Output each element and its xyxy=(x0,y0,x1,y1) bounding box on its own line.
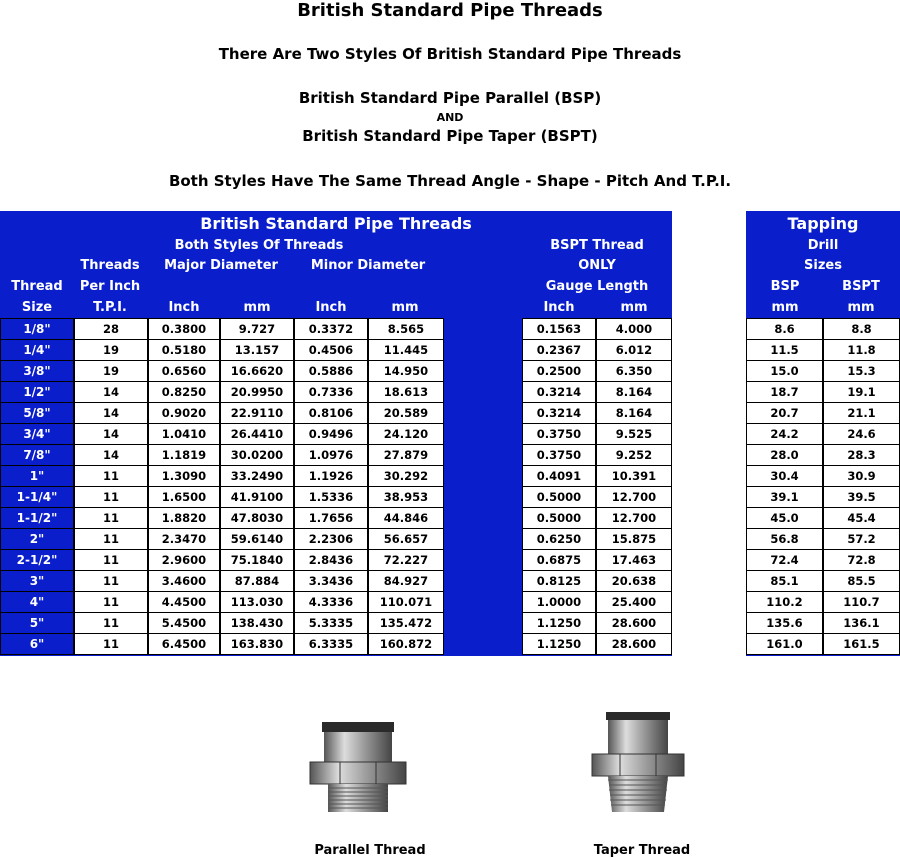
minor-inch-cell: 4.3336 xyxy=(294,591,368,613)
minor-inch-cell: 3.3436 xyxy=(294,570,368,592)
major-inch-cell: 0.5180 xyxy=(148,339,220,361)
tpi-cell: 11 xyxy=(74,633,148,655)
gauge-inch-cell: 0.3214 xyxy=(522,402,596,424)
tpi-cell: 11 xyxy=(74,507,148,529)
group-bspt-line2: ONLY xyxy=(522,256,672,275)
gauge-length-header: Gauge Length xyxy=(522,277,672,296)
minor-mm-cell: 160.872 xyxy=(368,633,444,655)
tap-bspt-cell: 19.1 xyxy=(823,381,900,403)
minor-inch-cell: 2.2306 xyxy=(294,528,368,550)
subtitle-same-angle: Both Styles Have The Same Thread Angle - Shape - Pitch And T.P.I. xyxy=(168,172,732,190)
major-inch-cell: 2.3470 xyxy=(148,528,220,550)
gauge-mm-header: mm xyxy=(596,298,672,317)
thread-size-cell: 1-1/4" xyxy=(0,486,74,508)
gauge-mm-cell: 25.400 xyxy=(596,591,672,613)
minor-inch-cell: 0.3372 xyxy=(294,318,368,340)
tap-bspt-cell: 8.8 xyxy=(823,318,900,340)
tap-bspt-cell: 45.4 xyxy=(823,507,900,529)
subtitle-bspt: British Standard Pipe Taper (BSPT) xyxy=(302,127,598,145)
thread-size-cell: 2-1/2" xyxy=(0,549,74,571)
major-mm-cell: 113.030 xyxy=(220,591,294,613)
tap-bspt-cell: 85.5 xyxy=(823,570,900,592)
thread-size-cell: 3" xyxy=(0,570,74,592)
gauge-mm-cell: 6.012 xyxy=(596,339,672,361)
minor-mm-cell: 30.292 xyxy=(368,465,444,487)
tpi-header-line3: T.P.I. xyxy=(74,298,146,317)
minor-mm-cell: 8.565 xyxy=(368,318,444,340)
gauge-inch-cell: 1.1250 xyxy=(522,633,596,655)
thread-size-cell: 1" xyxy=(0,465,74,487)
minor-mm-cell: 38.953 xyxy=(368,486,444,508)
tapping-bspt-header: BSPT xyxy=(824,277,898,296)
taper-thread-fitting-image xyxy=(580,700,700,825)
minor-inch-cell: 1.1926 xyxy=(294,465,368,487)
major-inch-cell: 5.4500 xyxy=(148,612,220,634)
minor-mm-cell: 14.950 xyxy=(368,360,444,382)
tap-bsp-cell: 56.8 xyxy=(746,528,823,550)
tap-bsp-cell: 110.2 xyxy=(746,591,823,613)
taper-thread-caption: Taper Thread xyxy=(593,843,691,858)
tpi-cell: 19 xyxy=(74,339,148,361)
gauge-inch-cell: 0.3750 xyxy=(522,444,596,466)
major-inch-cell: 1.8820 xyxy=(148,507,220,529)
gauge-mm-cell: 9.525 xyxy=(596,423,672,445)
parallel-thread-caption: Parallel Thread xyxy=(314,843,426,858)
tpi-cell: 14 xyxy=(74,381,148,403)
group-both-styles: Both Styles Of Threads xyxy=(74,236,444,255)
tpi-cell: 11 xyxy=(74,465,148,487)
gauge-mm-cell: 6.350 xyxy=(596,360,672,382)
minor-inch-cell: 1.0976 xyxy=(294,444,368,466)
tap-bsp-cell: 11.5 xyxy=(746,339,823,361)
major-inch-cell: 1.3090 xyxy=(148,465,220,487)
gauge-inch-cell: 0.2500 xyxy=(522,360,596,382)
gauge-mm-cell: 4.000 xyxy=(596,318,672,340)
minor-inch-cell: 0.9496 xyxy=(294,423,368,445)
minor-mm-cell: 135.472 xyxy=(368,612,444,634)
tap-bspt-cell: 15.3 xyxy=(823,360,900,382)
major-inch-cell: 6.4500 xyxy=(148,633,220,655)
tapping-sub-sizes: Sizes xyxy=(746,256,900,275)
tpi-cell: 11 xyxy=(74,612,148,634)
tap-bspt-cell: 39.5 xyxy=(823,486,900,508)
gauge-mm-cell: 12.700 xyxy=(596,486,672,508)
gauge-mm-cell: 28.600 xyxy=(596,633,672,655)
gauge-inch-cell: 0.3750 xyxy=(522,423,596,445)
tpi-cell: 14 xyxy=(74,444,148,466)
tapping-bsp-mm-header: mm xyxy=(748,298,822,317)
major-mm-cell: 9.727 xyxy=(220,318,294,340)
tap-bsp-cell: 28.0 xyxy=(746,444,823,466)
tpi-cell: 11 xyxy=(74,570,148,592)
minor-inch-header: Inch xyxy=(294,298,368,317)
gauge-mm-cell: 17.463 xyxy=(596,549,672,571)
tapping-title: Tapping xyxy=(746,212,900,234)
thread-size-cell: 6" xyxy=(0,633,74,655)
tpi-cell: 11 xyxy=(74,549,148,571)
major-mm-header: mm xyxy=(220,298,294,317)
minor-mm-cell: 56.657 xyxy=(368,528,444,550)
minor-mm-cell: 18.613 xyxy=(368,381,444,403)
minor-inch-cell: 0.4506 xyxy=(294,339,368,361)
gauge-inch-cell: 1.0000 xyxy=(522,591,596,613)
major-mm-cell: 163.830 xyxy=(220,633,294,655)
tap-bspt-cell: 110.7 xyxy=(823,591,900,613)
gauge-inch-cell: 1.1250 xyxy=(522,612,596,634)
minor-mm-cell: 72.227 xyxy=(368,549,444,571)
group-bspt-line1: BSPT Thread xyxy=(522,236,672,255)
major-mm-cell: 20.9950 xyxy=(220,381,294,403)
major-inch-cell: 3.4600 xyxy=(148,570,220,592)
tpi-cell: 11 xyxy=(74,591,148,613)
major-mm-cell: 75.1840 xyxy=(220,549,294,571)
minor-mm-cell: 11.445 xyxy=(368,339,444,361)
minor-mm-cell: 84.927 xyxy=(368,570,444,592)
minor-mm-cell: 20.589 xyxy=(368,402,444,424)
gauge-inch-cell: 0.5000 xyxy=(522,507,596,529)
minor-inch-cell: 6.3335 xyxy=(294,633,368,655)
major-mm-cell: 33.2490 xyxy=(220,465,294,487)
major-inch-cell: 0.6560 xyxy=(148,360,220,382)
gauge-mm-cell: 10.391 xyxy=(596,465,672,487)
thread-size-cell: 1-1/2" xyxy=(0,507,74,529)
tap-bspt-cell: 72.8 xyxy=(823,549,900,571)
gauge-mm-cell: 9.252 xyxy=(596,444,672,466)
tap-bsp-cell: 161.0 xyxy=(746,633,823,655)
tpi-header-line1: Threads xyxy=(74,256,146,275)
thread-size-header-line2: Size xyxy=(0,298,74,317)
tap-bsp-cell: 30.4 xyxy=(746,465,823,487)
major-diameter-header: Major Diameter xyxy=(148,256,294,275)
gauge-inch-cell: 0.6875 xyxy=(522,549,596,571)
minor-inch-cell: 0.8106 xyxy=(294,402,368,424)
minor-mm-cell: 24.120 xyxy=(368,423,444,445)
gauge-inch-cell: 0.4091 xyxy=(522,465,596,487)
thread-size-cell: 7/8" xyxy=(0,444,74,466)
tpi-cell: 11 xyxy=(74,528,148,550)
minor-inch-cell: 2.8436 xyxy=(294,549,368,571)
major-mm-cell: 26.4410 xyxy=(220,423,294,445)
major-mm-cell: 13.157 xyxy=(220,339,294,361)
major-inch-header: Inch xyxy=(148,298,220,317)
tap-bspt-cell: 30.9 xyxy=(823,465,900,487)
thread-size-cell: 1/8" xyxy=(0,318,74,340)
tap-bspt-cell: 11.8 xyxy=(823,339,900,361)
tap-bsp-cell: 72.4 xyxy=(746,549,823,571)
gauge-inch-cell: 0.6250 xyxy=(522,528,596,550)
parallel-thread-fitting-image xyxy=(300,700,420,825)
gauge-inch-cell: 0.8125 xyxy=(522,570,596,592)
major-inch-cell: 2.9600 xyxy=(148,549,220,571)
minor-inch-cell: 1.7656 xyxy=(294,507,368,529)
tpi-header-line2: Per Inch xyxy=(74,277,146,296)
tap-bspt-cell: 136.1 xyxy=(823,612,900,634)
major-inch-cell: 1.6500 xyxy=(148,486,220,508)
gauge-inch-cell: 0.5000 xyxy=(522,486,596,508)
minor-inch-cell: 0.5886 xyxy=(294,360,368,382)
gauge-mm-cell: 20.638 xyxy=(596,570,672,592)
tap-bsp-cell: 20.7 xyxy=(746,402,823,424)
major-mm-cell: 87.884 xyxy=(220,570,294,592)
tap-bspt-cell: 161.5 xyxy=(823,633,900,655)
major-mm-cell: 138.430 xyxy=(220,612,294,634)
tapping-bsp-header: BSP xyxy=(748,277,822,296)
tpi-cell: 11 xyxy=(74,486,148,508)
minor-mm-cell: 27.879 xyxy=(368,444,444,466)
gauge-inch-header: Inch xyxy=(522,298,596,317)
gauge-inch-cell: 0.3214 xyxy=(522,381,596,403)
tap-bsp-cell: 85.1 xyxy=(746,570,823,592)
gauge-mm-cell: 12.700 xyxy=(596,507,672,529)
thread-size-cell: 1/4" xyxy=(0,339,74,361)
tap-bspt-cell: 21.1 xyxy=(823,402,900,424)
gauge-mm-cell: 15.875 xyxy=(596,528,672,550)
tap-bsp-cell: 24.2 xyxy=(746,423,823,445)
major-inch-cell: 0.8250 xyxy=(148,381,220,403)
tap-bspt-cell: 57.2 xyxy=(823,528,900,550)
major-mm-cell: 47.8030 xyxy=(220,507,294,529)
tpi-cell: 19 xyxy=(74,360,148,382)
major-inch-cell: 0.3800 xyxy=(148,318,220,340)
major-inch-cell: 1.0410 xyxy=(148,423,220,445)
thread-size-cell: 5/8" xyxy=(0,402,74,424)
gauge-mm-cell: 8.164 xyxy=(596,402,672,424)
major-inch-cell: 0.9020 xyxy=(148,402,220,424)
thread-size-header-line1: Thread xyxy=(0,277,74,296)
thread-size-cell: 2" xyxy=(0,528,74,550)
minor-mm-cell: 44.846 xyxy=(368,507,444,529)
thread-size-cell: 3/8" xyxy=(0,360,74,382)
thread-size-cell: 4" xyxy=(0,591,74,613)
major-mm-cell: 59.6140 xyxy=(220,528,294,550)
minor-inch-cell: 1.5336 xyxy=(294,486,368,508)
minor-inch-cell: 0.7336 xyxy=(294,381,368,403)
subtitle-two-styles: There Are Two Styles Of British Standard Pipe Threads xyxy=(218,45,682,63)
major-mm-cell: 41.9100 xyxy=(220,486,294,508)
tap-bsp-cell: 135.6 xyxy=(746,612,823,634)
minor-mm-cell: 110.071 xyxy=(368,591,444,613)
tpi-cell: 28 xyxy=(74,318,148,340)
tapping-sub-drill: Drill xyxy=(746,236,900,255)
tpi-cell: 14 xyxy=(74,402,148,424)
thread-size-cell: 1/2" xyxy=(0,381,74,403)
tapping-bspt-mm-header: mm xyxy=(824,298,898,317)
tap-bsp-cell: 15.0 xyxy=(746,360,823,382)
major-mm-cell: 22.9110 xyxy=(220,402,294,424)
tap-bspt-cell: 28.3 xyxy=(823,444,900,466)
minor-inch-cell: 5.3335 xyxy=(294,612,368,634)
gauge-inch-cell: 0.2367 xyxy=(522,339,596,361)
gauge-inch-cell: 0.1563 xyxy=(522,318,596,340)
major-inch-cell: 1.1819 xyxy=(148,444,220,466)
gauge-mm-cell: 28.600 xyxy=(596,612,672,634)
tpi-cell: 14 xyxy=(74,423,148,445)
major-inch-cell: 4.4500 xyxy=(148,591,220,613)
subtitle-and: AND xyxy=(436,111,464,124)
thread-size-cell: 5" xyxy=(0,612,74,634)
main-table-title: British Standard Pipe Threads xyxy=(148,212,524,234)
tap-bsp-cell: 8.6 xyxy=(746,318,823,340)
subtitle-bsp: British Standard Pipe Parallel (BSP) xyxy=(298,89,602,107)
tap-bspt-cell: 24.6 xyxy=(823,423,900,445)
minor-diameter-header: Minor Diameter xyxy=(294,256,442,275)
gauge-mm-cell: 8.164 xyxy=(596,381,672,403)
thread-size-cell: 3/4" xyxy=(0,423,74,445)
tap-bsp-cell: 39.1 xyxy=(746,486,823,508)
tap-bsp-cell: 45.0 xyxy=(746,507,823,529)
major-mm-cell: 30.0200 xyxy=(220,444,294,466)
page-title: British Standard Pipe Threads xyxy=(297,0,603,21)
major-mm-cell: 16.6620 xyxy=(220,360,294,382)
tap-bsp-cell: 18.7 xyxy=(746,381,823,403)
minor-mm-header: mm xyxy=(368,298,442,317)
